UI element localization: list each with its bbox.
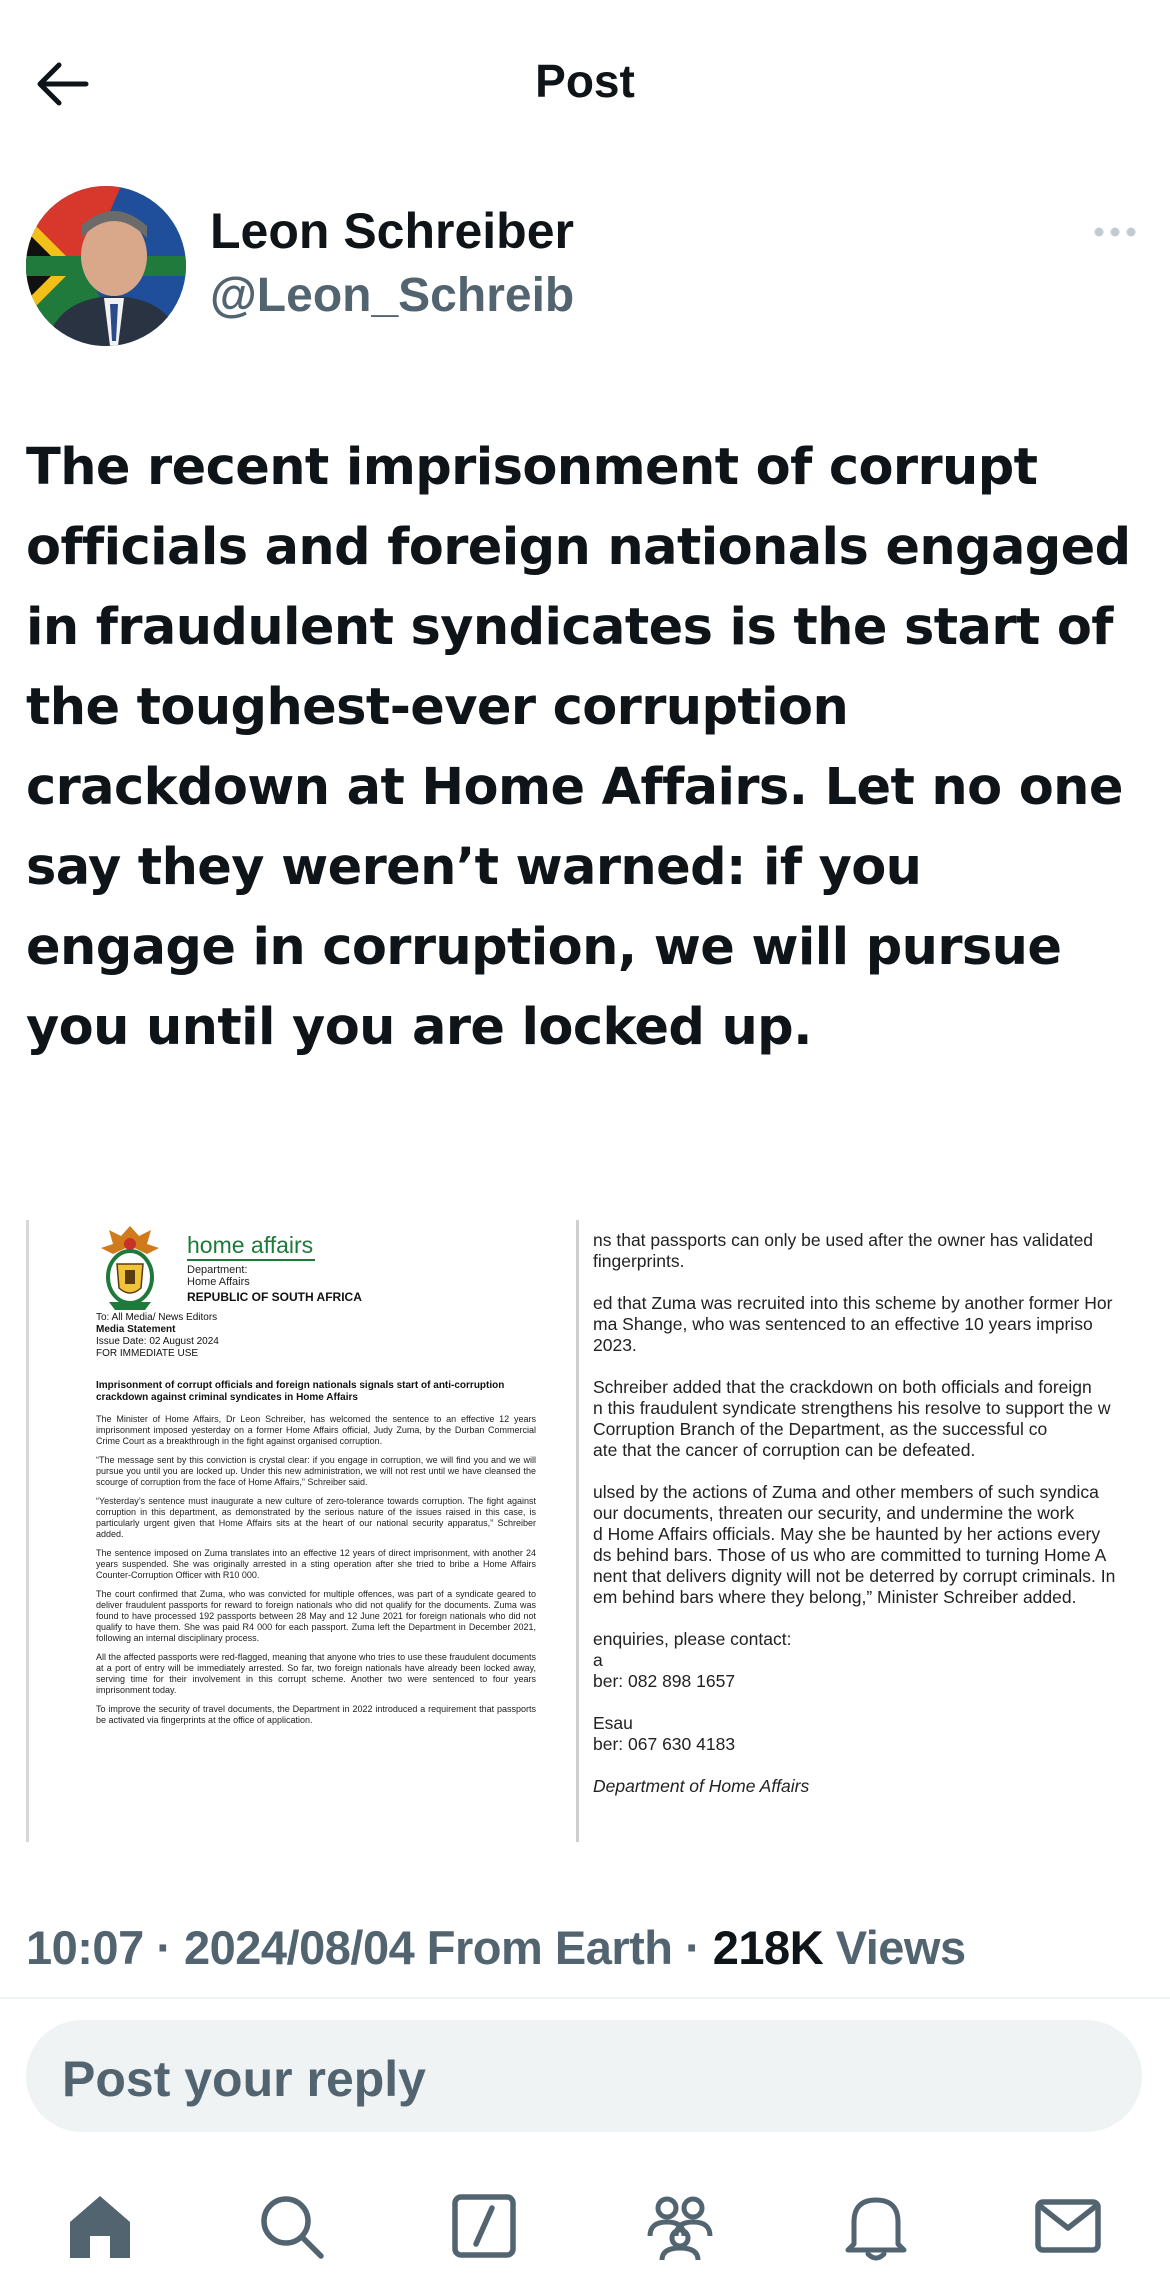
messages-icon (1030, 2188, 1106, 2264)
doc-country: REPUBLIC OF SOUTH AFRICA (187, 1290, 362, 1304)
header (0, 0, 1170, 165)
more-options-button[interactable] (1090, 222, 1140, 242)
nav-notifications[interactable] (838, 2188, 914, 2264)
nav-search[interactable] (253, 2188, 329, 2264)
doc-brand: home affairs (187, 1232, 315, 1261)
doc-signature: Department of Home Affairs (593, 1776, 810, 1796)
nav-communities[interactable] (642, 2188, 718, 2264)
post-media[interactable] (26, 1220, 1144, 1842)
post-time: 10:07 (26, 1921, 144, 1974)
doc-meta: To: All Media/ News Editors Media Statement Issue Date: 02 August 2024 FOR IMMEDIATE USE (96, 1312, 219, 1359)
media-image-press-release-page-2[interactable] (576, 1220, 1144, 1842)
doc-heading: Imprisonment of corrupt officials and foreign nationals signals start of anti-corruption crackdown against criminal syndicates in Home Affairs (96, 1380, 505, 1403)
post-source: From Earth (426, 1921, 673, 1974)
search-icon (253, 2188, 329, 2264)
reply-placeholder: Post your reply (62, 2051, 426, 2107)
views-count[interactable]: 218K (712, 1921, 824, 1974)
doc-right-body: ns that passports can only be used after the owner has validated fingerprints. ed that Zuma was recruited into this scheme by another former Hor ma Shange, who was sentenced to an effective 10 years impriso 2023. Schreiber added that the crackdown on both officials and foreign n this fraudulent syndicate strengthens his resolve to support the w Corruption Branch of the Department, as the successful co ate that the cancer of corruption can be defeated. ulsed by the actions of Zuma and other members of such syndica our documents, threaten our security, and undermine the work d Home Affairs officials. May she be haunted by her actions every ds behind bars. Those of us who are committed to turning Home A nent that delivers dignity will not be deterred by corrupt criminals. In em behind bars where they belong,” Minister Schreiber added. enquiries, please contact: a ber: 082 898 1657 Esau ber: 067 630 4183 Department of Home Affairs (593, 1230, 1144, 1818)
author-handle[interactable]: @Leon_Schreib (210, 269, 575, 322)
notifications-icon (838, 2188, 914, 2264)
communities-icon (642, 2188, 718, 2264)
coat-of-arms-logo (95, 1222, 165, 1312)
post-date: 2024/08/04 (184, 1921, 415, 1974)
post-text: The recent imprisonment of corrupt officials and foreign nationals engaged in fraudulent syndicates is the start of the toughest-ever corruption crackdown at Home Affairs. Let no one say they weren’t warned: if you engage in corruption, we will pursue you until you are locked up. (26, 438, 1131, 1057)
nav-messages[interactable] (1030, 2188, 1106, 2264)
post-meta: 10:07 · 2024/08/04 From Earth · 218K Views (26, 1921, 966, 1974)
home-icon (62, 2188, 138, 2264)
views-label: Views (835, 1921, 966, 1974)
nav-home[interactable] (62, 2188, 138, 2264)
doc-body: The Minister of Home Affairs, Dr Leon Schreiber, has welcomed the sentence to an effective 12 years imprisonment imposed yesterday on a former Home Affairs official, Judy Zuma, by the Durban Commercial Crime Court as a breakthrough in the fight against organised corruption. “The message sent by this conviction is crystal clear: if you engage in corruption, we will find you and we will pursue you until you are locked up. Under this new administration, we will not rest until we have cleansed the scourge of corruption from the face of Home Affairs,” Schreiber said. “Yesterday’s sentence must inaugurate a new culture of zero-tolerance towards corruption. The fight against corruption in this department, as demonstrated by the serious nature of the issues raised in this case, is particularly urgent given that Home Affairs sits at the heart of our national security apparatus,” Schreiber added. The sentence imposed on Zuma translates into an effective 12 years of direct imprisonment, with another 24 years suspended. She was originally arrested in a sting operation after she tried to bribe a Home Affairs Counter-Corruption Officer with R10 000. The court confirmed that Zuma, who was convicted for multiple offences, was part of a syndicate geared to deliver fraudulent passports for reward to foreign nationals who did not qualify for the documents. Zuma was found to have processed 192 passports between 28 May and 12 June 2021 for foreign nationals who did not qualify to have them. She was paid R4 000 for each passport. Zuma left the Department in December 2021, following an internal disciplinary process. All the affected passports were red-flagged, meaning that anyone who tries to use these fraudulent documents at a port of entry will be immediately arrested. So far, two foreign nationals have already been locked away, serving time for their involvement in this corrupt scheme. Another two were sentenced to four years imprisonment today. To improve the security of travel documents, the Department in 2022 introduced a requirement that passports be activated via fingerprints at the office of application. (96, 1414, 536, 1725)
doc-department: Department: Home Affairs (187, 1264, 250, 1288)
divider (0, 1997, 1170, 1999)
author-name[interactable]: Leon Schreiber (210, 203, 574, 259)
avatar[interactable] (26, 186, 186, 346)
bottom-nav (0, 2170, 1170, 2283)
reply-input[interactable] (26, 2020, 1142, 2132)
more-icon (1090, 222, 1140, 242)
page-title: Post (535, 55, 635, 107)
grok-icon (446, 2188, 522, 2264)
media-image-press-release-page-1[interactable] (26, 1220, 574, 1842)
nav-grok[interactable] (446, 2188, 522, 2264)
